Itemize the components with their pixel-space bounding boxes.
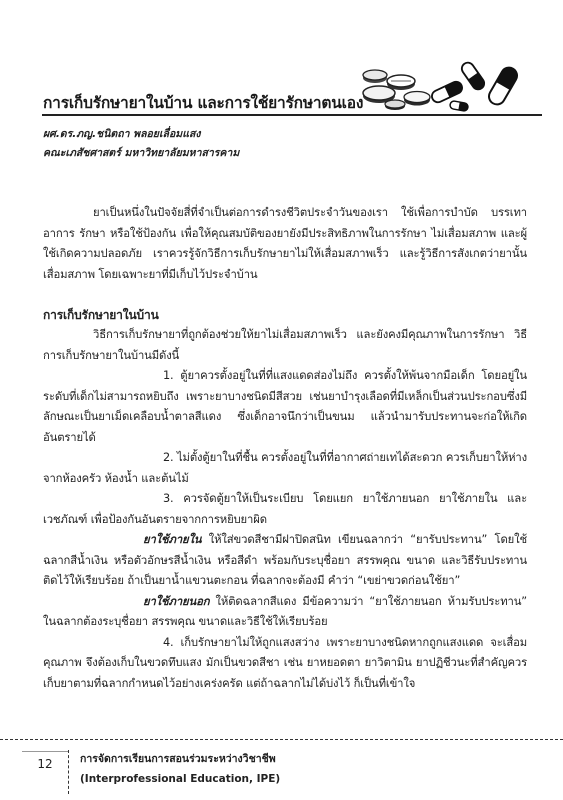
storage-item-1: 1. ตู้ยาควรตั้งอยู่ในที่ที่แสงแดดส่องไม่ถึง ควรตั้งให้พ้นจากมือเด็ก โดยอยู่ในระดับที่เด็กไม่สามารถหยิบถึง เพราะยาบางชนิดมีสีสวย เช่นยาบำรุงเลือดที่มีเหล็กเป็นส่วนประกอบซึ่งมีลักษณะเป็นยาเม็ดเคลือบน้ำตาลสีแดง ซึ่งเด็กอาจนึกว่าเป็นขนม แล้วนำมารับประทานจะก่อให้เกิดอันตรายได้ [43,369,527,444]
pills-and-capsules-icon [355,52,525,114]
storage-item-2: 2. ไม่ตั้งตู้ยาในที่ชื้น ควรตั้งอยู่ในที่ที่อากาศถ่ายเทได้สะดวก ควรเก็บยาให้ห่างจากห้องครัว ห้องน้ำ และต้นไม้ [43,451,527,485]
section-lead-paragraph: วิธีการเก็บรักษายาที่ถูกต้องช่วยให้ยาไม่เสื่อมสภาพเร็ว และยังคงมีคุณภาพในการรักษา วิธีการเก็บรักษายาในบ้านมีดังนี้ [43,328,527,362]
footer-text [80,749,280,789]
internal-medicine-text: ให้ใส่ขวดสีชามีฝาปิดสนิท เขียนฉลากว่า “ยารับประทาน” โดยใช้ฉลากสีน้ำเงิน หรือตัวอักษรสีน้ำเงิน หรือสีดำ พร้อมกับระบุชื่อยา สรรพคุณ ขนาด และวิธีรับประทาน ติดไว้ให้เรียบร้อย ถ้าเป็นยาน้ำแขวนตะกอน ที่ฉลากจะต้องมี คำว่า “เขย่าขวดก่อนใช้ยา” [43,533,527,587]
page-number: 12 [37,757,53,771]
page-title: การเก็บรักษายาในบ้าน และการใช้ยารักษาตนเอง [43,94,364,112]
storage-item-4: 4. เก็บรักษายาไม่ให้ถูกแสงสว่าง เพราะยาบางชนิดหากถูกแสงแดด จะเสื่อมคุณภาพ จึงต้องเก็บในขวดทึบแสง มักเป็นขวดสีชา เช่น ยาหยอดตา ยาวิตามิน ยาปฏิชีวนะที่สำคัญควรเก็บยาตามที่ฉลากกำหนดไว้อย่างเคร่งครัด แต่ถ้าฉลากไม่ได้บ่งไว้ ก็เป็นที่เข้าใจ [43,635,527,690]
footer-line-1: การจัดการเรียนการสอนร่วมระหว่างวิชาชีพ [80,753,276,765]
internal-medicine-paragraph [43,530,527,592]
footer-line-2: (Interprofessional Education, IPE) [80,773,281,785]
intro-section [43,203,527,285]
storage-section [43,305,527,694]
author-name: ผศ.ดร.ภญ.ชนิตถา พลอยเลื่อมแสง [43,128,201,140]
external-medicine-paragraph [43,592,527,633]
section-heading: การเก็บรักษายาในบ้าน [43,308,159,322]
title-underline [42,114,542,116]
external-medicine-label: ยาใช้ภายนอก [143,594,210,608]
author-block [43,125,239,163]
author-affiliation: คณะเภสัชศาสตร์ มหาวิทยาลัยมหาสารคาม [43,147,240,159]
external-medicine-text: ให้ติดฉลากสีแดง มีข้อความว่า “ยาใช้ภายนอก ห้ามรับประทาน” ในฉลากต้องระบุชื่อยา สรรพคุณ ขนาดและวิธีใช้ให้เรียบร้อย [43,594,527,628]
internal-medicine-label: ยาใช้ภายใน [143,533,202,546]
intro-paragraph: ยาเป็นหนึ่งในปัจจัยสี่ที่จำเป็นต่อการดำรงชีวิตประจำวันของเรา ใช้เพื่อการบำบัด บรรเทาอาการ รักษา หรือใช้ป้องกัน เพื่อให้คุณสมบัติของยายังมีประสิทธิภาพในการรักษา ไม่เสื่อมสภาพ และผู้ใช้เกิดความปลอดภัย เราควรรู้จักวิธีการเก็บรักษายาไม่ให้เสื่อมสภาพเร็ว และรู้วิธีการสังเกตว่ายานั้นเสื่อมสภาพ โดยเฉพาะยาที่มีเก็บไว้ประจำบ้าน [43,206,527,281]
footer-separator [68,750,69,794]
storage-item-3: 3. ควรจัดตู้ยาให้เป็นระเบียบ โดยแยก ยาใช้ภายนอก ยาใช้ภายใน และเวชภัณฑ์ เพื่อป้องกันอันตรายจากการหยิบยาผิด [43,492,527,526]
footer-divider [0,739,563,740]
